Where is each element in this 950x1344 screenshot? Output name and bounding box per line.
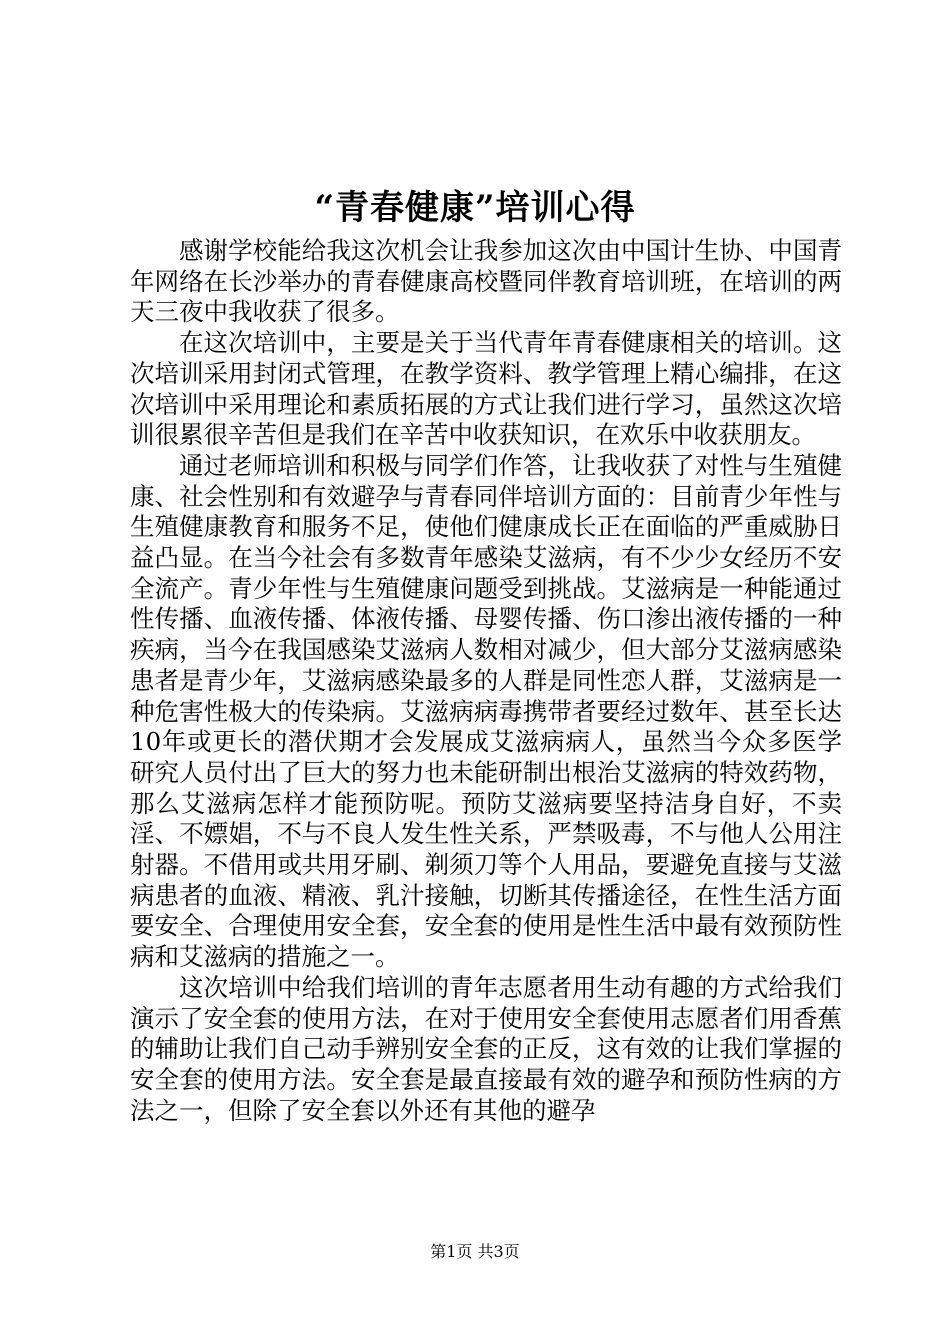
paragraph-2: 在这次培训中，主要是关于当代青年青春健康相关的培训。这次培训采用封闭式管理，在教学资料、教学管理上精心编排，在这次培训中采用理论和素质拓展的方式让我们进行学习，虽然这次培训很累很辛苦但是我们在辛苦中收获知识，在欢乐中收获朋友。 — [130, 328, 842, 450]
paragraph-4: 这次培训中给我们培训的青年志愿者用生动有趣的方式给我们演示了安全套的使用方法，在对于使用安全套使用志愿者们用香蕉的辅助让我们自己动手辨别安全套的正反，这有效的让我们掌握的安全套的使用方法。安全套是最直接最有效的避孕和预防性病的方法之一，但除了安全套以外还有其他的避孕 — [130, 972, 842, 1125]
document-body — [130, 236, 842, 1126]
page-footer: 第1页 共3页 — [430, 1242, 520, 1261]
document-title: “青春健康”培训心得 — [314, 188, 636, 228]
paragraph-3: 通过老师培训和积极与同学们作答，让我收获了对性与生殖健康、社会性别和有效避孕与青春同伴培训方面的：目前青少年性与生殖健康教育和服务不足，使他们健康成长正在面临的严重威胁日益凸显。在当今社会有多数青年感染艾滋病，有不少少女经历不安全流产。青少年性与生殖健康问题受到挑战。艾滋病是一种能通过性传播、血液传播、体液传播、母婴传播、伤口渗出液传播的一种疾病，当今在我国感染艾滋病人数相对减少，但大部分艾滋病感染患者是青少年，艾滋病感染最多的人群是同性恋人群，艾滋病是一种危害性极大的传染病。艾滋病病毒携带者要经过数年、甚至长达10年或更长的潜伏期才会发展成艾滋病病人，虽然当今众多医学研究人员付出了巨大的努力也未能研制出根治艾滋病的特效药物，那么艾滋病怎样才能预防呢。预防艾滋病要坚持洁身自好，不卖淫、不嫖娼，不与不良人发生性关系，严禁吸毒，不与他人公用注射器。不借用或共用牙刷、剃须刀等个人用品，要避免直接与艾滋病患者的血液、精液、乳汁接触，切断其传播途径，在性生活方面要安全、合理使用安全套，安全套的使用是性生活中最有效预防性病和艾滋病的措施之一。 — [130, 450, 842, 972]
paragraph-1: 感谢学校能给我这次机会让我参加这次由中国计生协、中国青年网络在长沙举办的青春健康高校暨同伴教育培训班，在培训的两天三夜中我收获了很多。 — [130, 236, 842, 327]
